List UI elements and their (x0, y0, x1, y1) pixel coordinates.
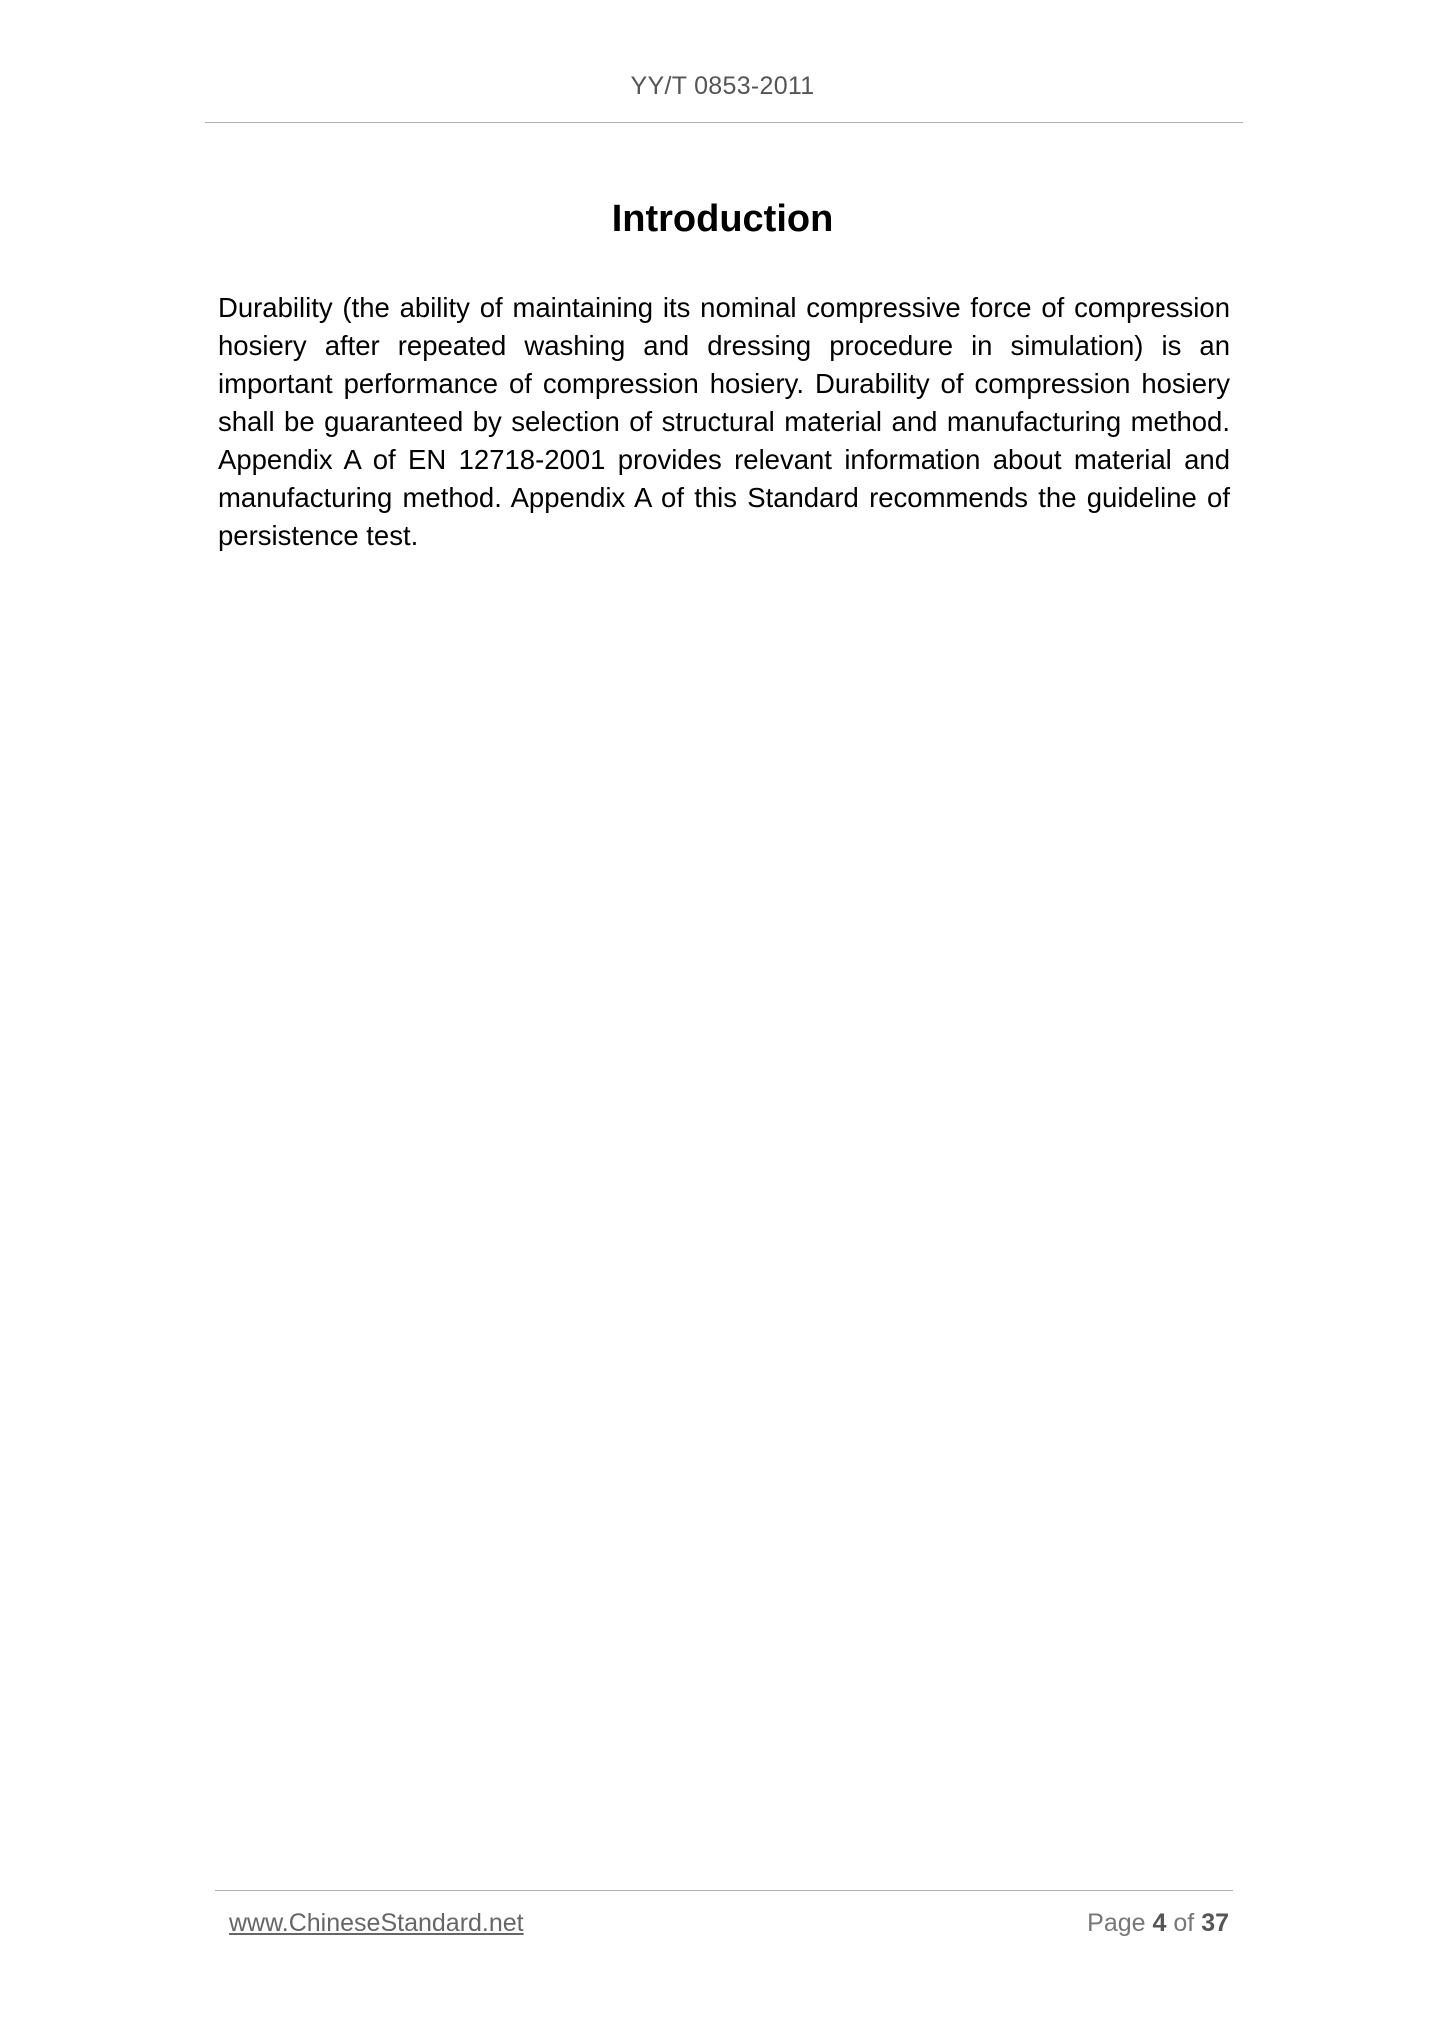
page-number (1087, 1909, 1229, 1938)
header-divider (205, 122, 1243, 123)
page-of-label: of (1173, 1909, 1195, 1937)
website-link[interactable]: www.ChineseStandard.net (229, 1909, 524, 1937)
total-pages-number: 37 (1201, 1909, 1229, 1937)
page-title: Introduction (611, 198, 834, 240)
page-label: Page (1087, 1909, 1146, 1937)
document-code-header: YY/T 0853-2011 (630, 72, 815, 100)
introduction-paragraph: Durability (the ability of maintaining its nominal compressive force of compression hosiery after repeated washing and dressing procedure in simulation) is an important performance of compression hosiery. Durability of compression hosiery shall be guaranteed by selection of structural material and manufacturing method. Appendix A of EN 12718-2001 provides relevant information about material and manufacturing method. Appendix A of this Standard recommends the guideline of persistence test. (218, 292, 1230, 551)
current-page-number: 4 (1152, 1909, 1167, 1937)
footer-divider (215, 1890, 1233, 1891)
